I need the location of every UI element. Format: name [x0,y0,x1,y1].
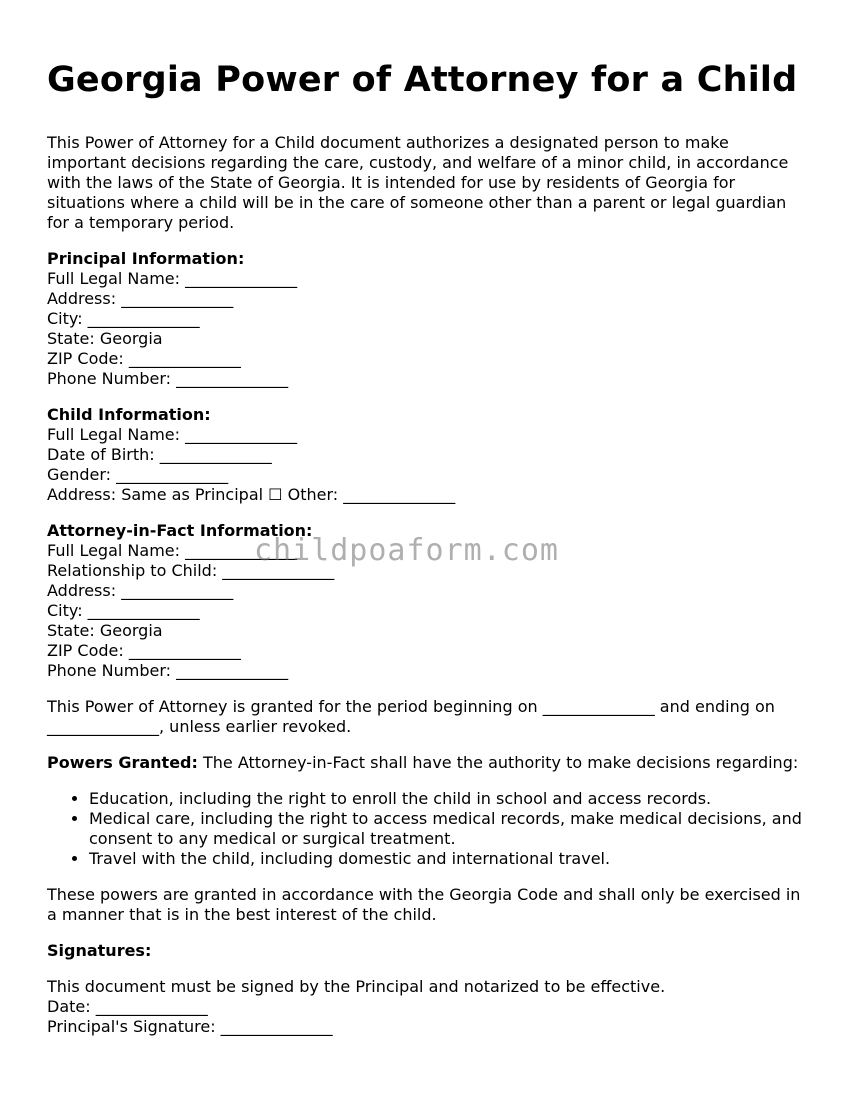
principal-state-field: State: Georgia [47,329,163,348]
child-heading: Child Information: [47,405,211,424]
signature-date-field: Date: ______________ [47,997,208,1016]
accordance-paragraph: These powers are granted in accordance with the Georgia Code and shall only be exercised in a manner that is in the best interest of the child. [47,885,801,924]
principal-city-field: City: ______________ [47,309,200,328]
signatures-heading: Signatures: [47,941,152,960]
principal-signature-field: Principal's Signature: ______________ [47,1017,333,1036]
list-item: • Education, including the right to enroll the child in school and access records. [89,789,807,809]
child-section [47,405,807,505]
powers-text: The Attorney-in-Fact shall have the authority to make decisions regarding: [197,753,799,772]
attorney-state-field: State: Georgia [47,621,163,640]
list-item: • Travel with the child, including domestic and international travel. [89,849,807,869]
signatures-section [47,941,807,1037]
signatures-spacer [47,961,807,977]
principal-heading: Principal Information: [47,249,245,268]
attorney-section [47,521,807,681]
period-paragraph: This Power of Attorney is granted for the period beginning on ______________ and ending on ______________, unless earlier revoked. [47,697,775,736]
child-gender-field: Gender: ______________ [47,465,229,484]
attorney-name-field: Full Legal Name: ______________ [47,541,298,560]
attorney-zip-field: ZIP Code: ______________ [47,641,241,660]
attorney-phone-field: Phone Number: ______________ [47,661,289,680]
principal-phone-field: Phone Number: ______________ [47,369,289,388]
attorney-heading: Attorney-in-Fact Information: [47,521,313,540]
principal-section [47,249,807,389]
principal-address-field: Address: ______________ [47,289,234,308]
powers-list [47,789,807,869]
list-item: • Medical care, including the right to access medical records, make medical decisions, and consent to any medical or surgical treatment. [89,809,807,849]
page-title: Georgia Power of Attorney for a Child [47,60,798,100]
attorney-address-field: Address: ______________ [47,581,234,600]
child-name-field: Full Legal Name: ______________ [47,425,298,444]
signatures-note: This document must be signed by the Principal and notarized to be effective. [47,977,666,996]
attorney-relationship-field: Relationship to Child: ______________ [47,561,335,580]
attorney-city-field: City: ______________ [47,601,200,620]
principal-zip-field: ZIP Code: ______________ [47,349,241,368]
principal-name-field: Full Legal Name: ______________ [47,269,298,288]
powers-heading: Powers Granted: [47,753,198,772]
powers-paragraph [47,753,807,773]
child-address-field: Address: Same as Principal ☐ Other: ______________ [47,485,456,504]
intro-paragraph: This Power of Attorney for a Child document authorizes a designated person to make important decisions regarding the care, custody, and welfare of a minor child, in accordance with the laws of the State of Georgia. It is intended for use by residents of Georgia for situations where a child will be in the care of someone other than a parent or legal guardian for a temporary period. [47,133,789,232]
document-page [47,58,807,1053]
child-dob-field: Date of Birth: ______________ [47,445,272,464]
watermark: childpoaform.com [254,533,559,568]
